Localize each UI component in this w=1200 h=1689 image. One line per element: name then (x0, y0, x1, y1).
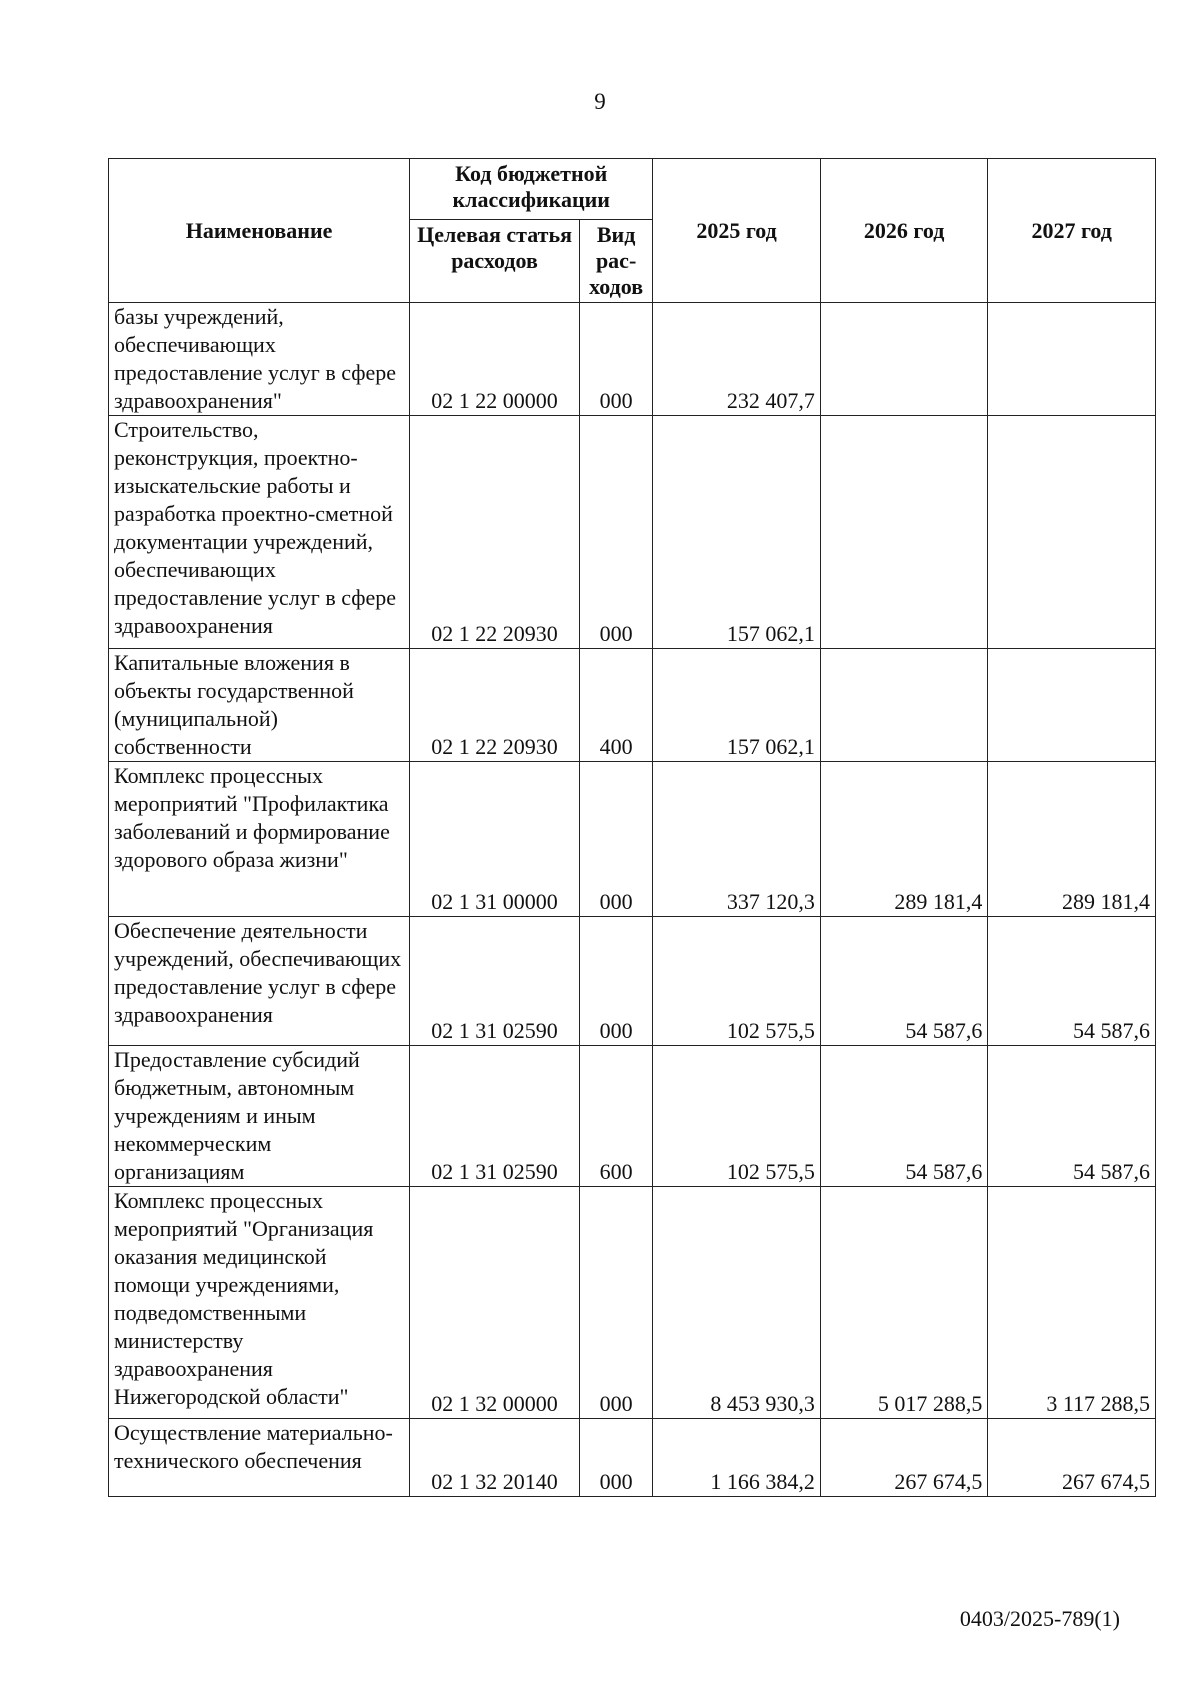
row-expense-type: 000 (579, 303, 652, 416)
row-amount-2026: 5 017 288,5 (820, 1187, 988, 1419)
row-amount-2027: 3 117 288,5 (988, 1187, 1156, 1419)
row-target-article: 02 1 31 02590 (410, 917, 580, 1046)
header-year-2026: 2026 год (820, 159, 988, 303)
header-target-article: Целевая статья расходов (410, 220, 580, 303)
row-amount-2025: 157 062,1 (653, 649, 821, 762)
table-row (109, 1187, 1156, 1419)
header-expense-type: Вид рас- ходов (579, 220, 652, 303)
row-amount-2026: 54 587,6 (820, 1046, 988, 1187)
row-expense-type: 400 (579, 649, 652, 762)
row-target-article: 02 1 22 00000 (410, 303, 580, 416)
row-name: Комплекс процессных мероприятий "Профилактика заболеваний и формирование здорового образа жизни" (109, 762, 410, 917)
row-amount-2027: 54 587,6 (988, 917, 1156, 1046)
row-amount-2027: 289 181,4 (988, 762, 1156, 917)
row-amount-2027 (988, 649, 1156, 762)
row-target-article: 02 1 31 02590 (410, 1046, 580, 1187)
budget-table (108, 158, 1156, 1497)
row-target-article: 02 1 31 00000 (410, 762, 580, 917)
row-expense-type: 000 (579, 917, 652, 1046)
header-year-2027: 2027 год (988, 159, 1156, 303)
row-expense-type: 000 (579, 1419, 652, 1497)
table-row (109, 762, 1156, 917)
row-amount-2025: 232 407,7 (653, 303, 821, 416)
row-amount-2025: 157 062,1 (653, 416, 821, 649)
row-amount-2025: 337 120,3 (653, 762, 821, 917)
row-expense-type: 000 (579, 762, 652, 917)
row-amount-2026: 267 674,5 (820, 1419, 988, 1497)
row-amount-2025: 102 575,5 (653, 1046, 821, 1187)
table-row (109, 1419, 1156, 1497)
row-name: Предоставление субсидий бюджетным, автономным учреждениям и иным некоммерческим организациям (109, 1046, 410, 1187)
page-number: 9 (594, 89, 606, 114)
table-row (109, 416, 1156, 649)
table-body (109, 303, 1156, 1497)
row-amount-2026: 54 587,6 (820, 917, 988, 1046)
row-amount-2026 (820, 649, 988, 762)
row-name: Капитальные вложения в объекты государственной (муниципальной) собственности (109, 649, 410, 762)
table-row (109, 1046, 1156, 1187)
row-amount-2025: 1 166 384,2 (653, 1419, 821, 1497)
row-amount-2027: 54 587,6 (988, 1046, 1156, 1187)
header-row-top (109, 159, 1156, 220)
table-row (109, 303, 1156, 416)
row-target-article: 02 1 22 20930 (410, 416, 580, 649)
row-expense-type: 600 (579, 1046, 652, 1187)
row-expense-type: 000 (579, 1187, 652, 1419)
header-code-group: Код бюджетной классификации (410, 159, 653, 220)
header-year-2025: 2025 год (653, 159, 821, 303)
row-amount-2026: 289 181,4 (820, 762, 988, 917)
row-target-article: 02 1 32 00000 (410, 1187, 580, 1419)
row-name: Строительство, реконструкция, проектно-изыскательские работы и разработка проектно-сметной документации учреждений, обеспечивающих предоставление услуг в сфере здравоохранения (109, 416, 410, 649)
row-amount-2025: 8 453 930,3 (653, 1187, 821, 1419)
row-target-article: 02 1 22 20930 (410, 649, 580, 762)
row-name: Комплекс процессных мероприятий "Организация оказания медицинской помощи учреждениями, подведомственными министерству здравоохранения Нижегородской области" (109, 1187, 410, 1419)
table-row (109, 649, 1156, 762)
header-name: Наименование (109, 159, 410, 303)
row-amount-2026 (820, 416, 988, 649)
row-name: Осуществление материально-технического обеспечения (109, 1419, 410, 1497)
row-name: Обеспечение деятельности учреждений, обеспечивающих предоставление услуг в сфере здравоохранения (109, 917, 410, 1046)
table-row (109, 917, 1156, 1046)
row-amount-2025: 102 575,5 (653, 917, 821, 1046)
row-amount-2027 (988, 303, 1156, 416)
row-amount-2026 (820, 303, 988, 416)
row-amount-2027: 267 674,5 (988, 1419, 1156, 1497)
row-amount-2027 (988, 416, 1156, 649)
row-target-article: 02 1 32 20140 (410, 1419, 580, 1497)
document-code: 0403/2025-789(1) (959, 1606, 1120, 1631)
row-name: базы учреждений, обеспечивающих предоставление услуг в сфере здравоохранения" (109, 303, 410, 416)
row-expense-type: 000 (579, 416, 652, 649)
